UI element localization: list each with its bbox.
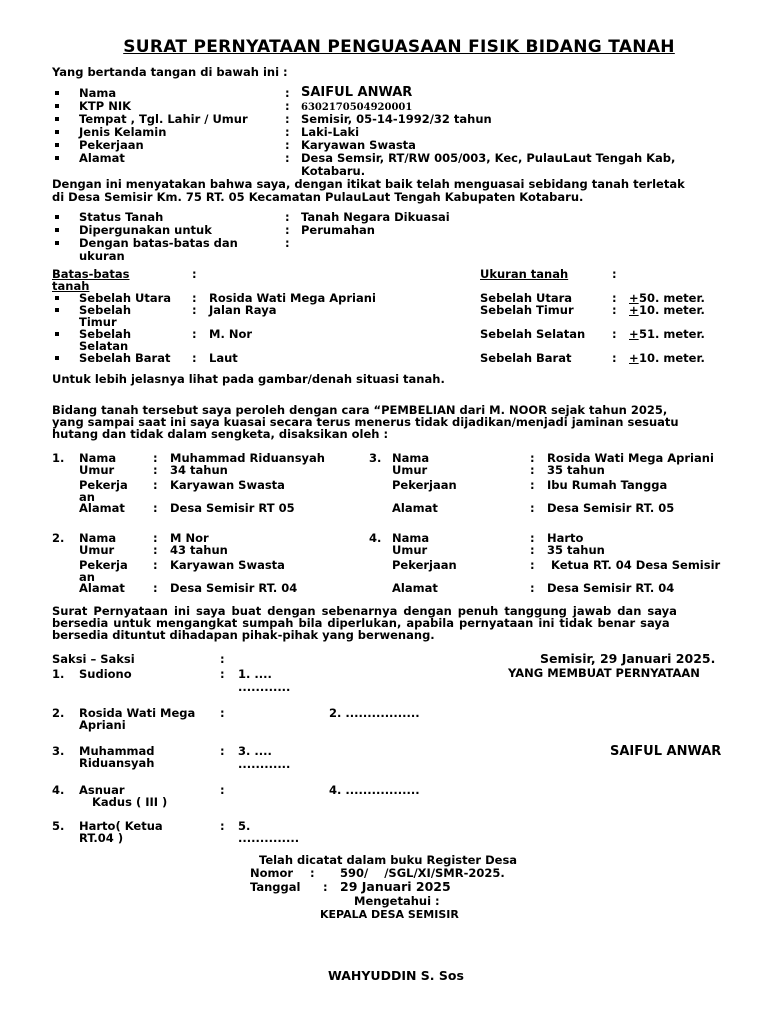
witness-label-umur: Umur bbox=[392, 543, 428, 557]
colon: : bbox=[285, 210, 290, 224]
colon: : bbox=[153, 478, 158, 492]
bullet-icon bbox=[55, 241, 59, 245]
colon: : bbox=[323, 880, 328, 894]
colon: : bbox=[612, 303, 617, 317]
colon: : bbox=[220, 744, 225, 758]
saksi-number: 5. bbox=[52, 819, 65, 833]
saksi-name-2: Kadus ( III ) bbox=[92, 795, 168, 809]
witness-label-pekerjaan: Pekerjaan bbox=[392, 558, 457, 572]
bullet-icon bbox=[55, 91, 59, 95]
saksi-name-2: Apriani bbox=[79, 718, 126, 732]
colon: : bbox=[530, 581, 535, 595]
maker-name: SAIFUL ANWAR bbox=[610, 744, 722, 759]
statement-line-1: Dengan ini menyatakan bahwa saya, dengan itikat baik telah menguasai sebidang tanah terletak bbox=[52, 177, 685, 191]
colon: : bbox=[285, 125, 290, 139]
colon: : bbox=[285, 236, 290, 250]
size-label: Sebelah Selatan bbox=[480, 327, 586, 341]
border-neighbor: Jalan Raya bbox=[209, 303, 277, 317]
colon: : bbox=[612, 327, 617, 341]
saksi-number: 2. bbox=[52, 706, 65, 720]
acquired-line-1: Bidang tanah tersebut saya peroleh dengan cara “PEMBELIAN dari M. NOOR sejak tahun 2025, bbox=[52, 403, 668, 417]
register-nomor-value: 590/ /SGL/XI/SMR-2025. bbox=[340, 866, 505, 880]
identity-label-ktp: KTP NIK bbox=[79, 99, 132, 113]
land-label-usage: Dipergunakan untuk bbox=[79, 223, 212, 237]
closing-line-3: bersedia dituntut dihadapan pihak-pihak yang berwenang. bbox=[52, 628, 435, 642]
size-value: 10. meter. bbox=[639, 351, 705, 365]
witness-label-nama: Nama bbox=[79, 531, 117, 545]
witness-nama: Harto bbox=[547, 531, 584, 545]
witness-number: 1. bbox=[52, 451, 65, 465]
identity-value-address: Desa Semsir, RT/RW 005/003, Kec, PulauLaut Tengah Kab, bbox=[301, 151, 676, 165]
identity-value-job: Karyawan Swasta bbox=[301, 138, 416, 152]
colon: : bbox=[530, 558, 535, 572]
witness-label-alamat: Alamat bbox=[392, 501, 438, 515]
border-direction: Sebelah bbox=[79, 327, 132, 341]
colon: : bbox=[192, 267, 197, 281]
saksi-name: Asnuar bbox=[79, 783, 125, 797]
saksi-sign-line: 3. .... bbox=[238, 744, 272, 758]
border-direction-2: Timur bbox=[79, 315, 117, 329]
colon: : bbox=[153, 463, 158, 477]
colon: : bbox=[612, 291, 617, 305]
saksi-name: Muhammad bbox=[79, 744, 155, 758]
witness-pekerjaan: Karyawan Swasta bbox=[170, 558, 285, 572]
acquired-line-2: yang sampai saat ini saya kuasai secara terus menerus tidak dijadikan/menjadi jaminan sesuatu bbox=[52, 415, 679, 429]
identity-value-address-2: Kotabaru. bbox=[301, 164, 366, 178]
saksi-number: 3. bbox=[52, 744, 65, 758]
size-label: Sebelah Utara bbox=[480, 291, 573, 305]
saksi-sign-line: 4. ................. bbox=[329, 783, 420, 797]
mengetahui-label: Mengetahui : bbox=[354, 894, 440, 908]
colon: : bbox=[220, 667, 225, 681]
border-direction-2: Selatan bbox=[79, 339, 129, 353]
witness-label-nama: Nama bbox=[79, 451, 117, 465]
saksi-sign-line: 1. .... bbox=[238, 667, 272, 681]
land-label-borders: Dengan batas-batas dan bbox=[79, 236, 238, 250]
colon: : bbox=[285, 86, 290, 100]
identity-value-ttl: Semisir, 05-14-1992/32 tahun bbox=[301, 112, 492, 126]
border-direction: Sebelah bbox=[79, 303, 132, 317]
colon: : bbox=[153, 501, 158, 515]
intro-text: Yang bertanda tangan di bawah ini : bbox=[52, 65, 288, 79]
saksi-number: 1. bbox=[52, 667, 65, 681]
land-label-status: Status Tanah bbox=[79, 210, 164, 224]
colon: : bbox=[220, 652, 225, 666]
colon: : bbox=[530, 543, 535, 557]
document-title: SURAT PERNYATAAN PENGUASAAN FISIK BIDANG TANAH bbox=[123, 37, 675, 57]
colon: : bbox=[220, 706, 225, 720]
witness-umur: 34 tahun bbox=[170, 463, 228, 477]
identity-label-ttl: Tempat , Tgl. Lahir / Umur bbox=[79, 112, 248, 126]
bullet-icon bbox=[55, 296, 59, 300]
witness-label-alamat: Alamat bbox=[79, 501, 125, 515]
plusminus-icon: + bbox=[629, 351, 639, 365]
size-label: Sebelah Barat bbox=[480, 351, 572, 365]
witness-alamat: Desa Semisir RT. 04 bbox=[547, 581, 675, 595]
bullet-icon bbox=[55, 228, 59, 232]
colon: : bbox=[285, 99, 290, 113]
saksi-number: 4. bbox=[52, 783, 65, 797]
witness-label-pekerjaan-2: an bbox=[79, 570, 95, 584]
identity-value-gender: Laki-Laki bbox=[301, 125, 360, 139]
witness-label-alamat: Alamat bbox=[79, 581, 125, 595]
colon: : bbox=[530, 478, 535, 492]
witness-number: 4. bbox=[369, 531, 382, 545]
see-map-text: Untuk lebih jelasnya lihat pada gambar/denah situasi tanah. bbox=[52, 372, 445, 386]
identity-label-job: Pekerjaan bbox=[79, 138, 144, 152]
acquired-line-3: hutang dan tidak dalam sengketa, disaksikan oleh : bbox=[52, 427, 389, 441]
saksi-sign-line: 5. bbox=[238, 819, 251, 833]
witness-number: 3. bbox=[369, 451, 382, 465]
witness-label-nama: Nama bbox=[392, 531, 430, 545]
colon: : bbox=[220, 819, 225, 833]
witness-nama: Rosida Wati Mega Apriani bbox=[547, 451, 714, 465]
colon: : bbox=[285, 112, 290, 126]
identity-value-nama: SAIFUL ANWAR bbox=[301, 85, 413, 100]
colon: : bbox=[153, 531, 158, 545]
bullet-icon bbox=[55, 332, 59, 336]
bullet-icon bbox=[55, 215, 59, 219]
border-direction: Sebelah Utara bbox=[79, 291, 172, 305]
colon: : bbox=[612, 267, 617, 281]
bullet-icon bbox=[55, 156, 59, 160]
saksi-sign-line-2: ............ bbox=[238, 680, 291, 694]
identity-label-address: Alamat bbox=[79, 151, 125, 165]
colon: : bbox=[153, 451, 158, 465]
colon: : bbox=[153, 581, 158, 595]
colon: : bbox=[530, 501, 535, 515]
plusminus-icon: + bbox=[629, 291, 639, 305]
colon: : bbox=[310, 866, 315, 880]
saksi-sign-line-2: .............. bbox=[238, 831, 300, 845]
saksi-sign-line: 2. ................. bbox=[329, 706, 420, 720]
witness-nama: M Nor bbox=[170, 531, 209, 545]
witness-umur: 35 tahun bbox=[547, 543, 605, 557]
colon: : bbox=[153, 543, 158, 557]
register-tanggal-value: 29 Januari 2025 bbox=[340, 879, 451, 894]
witness-label-nama: Nama bbox=[392, 451, 430, 465]
bullet-icon bbox=[55, 130, 59, 134]
colon: : bbox=[220, 783, 225, 797]
border-direction: Sebelah Barat bbox=[79, 351, 171, 365]
colon: : bbox=[153, 558, 158, 572]
witness-pekerjaan: Karyawan Swasta bbox=[170, 478, 285, 492]
identity-label-gender: Jenis Kelamin bbox=[79, 125, 167, 139]
land-value-status: Tanah Negara Dikuasai bbox=[301, 210, 450, 224]
closing-line-2: bersedia untuk mengangkat sumpah bila diperlukan, apabila pernyataan ini tidak benar saya bbox=[52, 616, 670, 630]
register-line: Telah dicatat dalam buku Register Desa bbox=[259, 853, 518, 867]
maker-label: YANG MEMBUAT PERNYATAAN bbox=[508, 666, 700, 680]
witness-label-pekerjaan: Pekerja bbox=[79, 558, 128, 572]
bullet-icon bbox=[55, 104, 59, 108]
colon: : bbox=[530, 531, 535, 545]
bullet-icon bbox=[55, 143, 59, 147]
colon: : bbox=[192, 303, 197, 317]
saksi-name: Rosida Wati Mega bbox=[79, 706, 196, 720]
witness-alamat: Desa Semisir RT. 04 bbox=[170, 581, 298, 595]
borders-header-left: Batas-batas bbox=[52, 267, 130, 281]
borders-header-right: Ukuran tanah bbox=[480, 267, 569, 281]
bullet-icon bbox=[55, 117, 59, 121]
kepala-desa-label: KEPALA DESA SEMISIR bbox=[320, 908, 459, 921]
colon: : bbox=[192, 291, 197, 305]
witness-pekerjaan: Ibu Rumah Tangga bbox=[547, 478, 668, 492]
register-tanggal-label: Tanggal bbox=[250, 880, 301, 894]
witness-number: 2. bbox=[52, 531, 65, 545]
colon: : bbox=[612, 351, 617, 365]
land-label-borders-2: ukuran bbox=[79, 249, 125, 263]
witness-label-umur: Umur bbox=[79, 463, 115, 477]
saksi-name: Harto( Ketua bbox=[79, 819, 163, 833]
witness-nama: Muhammad Riduansyah bbox=[170, 451, 325, 465]
witness-label-pekerjaan: Pekerja bbox=[79, 478, 128, 492]
witness-alamat: Desa Semisir RT 05 bbox=[170, 501, 295, 515]
statement-line-2: di Desa Semisir Km. 75 RT. 05 Kecamatan PulauLaut Tengah Kabupaten Kotabaru. bbox=[52, 190, 584, 204]
colon: : bbox=[530, 451, 535, 465]
plusminus-icon: + bbox=[629, 327, 639, 341]
colon: : bbox=[285, 138, 290, 152]
border-neighbor: Rosida Wati Mega Apriani bbox=[209, 291, 376, 305]
size-value: 10. meter. bbox=[639, 303, 705, 317]
kepala-desa-name: WAHYUDDIN S. Sos bbox=[328, 968, 464, 983]
saksi-header: Saksi – Saksi bbox=[52, 652, 135, 666]
witness-label-alamat: Alamat bbox=[392, 581, 438, 595]
size-label: Sebelah Timur bbox=[480, 303, 574, 317]
saksi-sign-line-2: ............ bbox=[238, 757, 291, 771]
colon: : bbox=[285, 151, 290, 165]
closing-line-1: Surat Pernyataan ini saya buat dengan sebenarnya dengan penuh tanggung jawab dan saya bbox=[52, 604, 677, 618]
witness-label-pekerjaan: Pekerjaan bbox=[392, 478, 457, 492]
size-value: 50. meter. bbox=[639, 291, 705, 305]
colon: : bbox=[530, 463, 535, 477]
saksi-name-2: Riduansyah bbox=[79, 756, 155, 770]
witness-label-umur: Umur bbox=[392, 463, 428, 477]
identity-label-nama: Nama bbox=[79, 86, 117, 100]
colon: : bbox=[192, 327, 197, 341]
witness-label-umur: Umur bbox=[79, 543, 115, 557]
witness-alamat: Desa Semisir RT. 05 bbox=[547, 501, 675, 515]
witness-umur: 43 tahun bbox=[170, 543, 228, 557]
identity-value-ktp: 6302170504920001 bbox=[301, 102, 413, 113]
witness-umur: 35 tahun bbox=[547, 463, 605, 477]
plusminus-icon: + bbox=[629, 303, 639, 317]
border-neighbor: M. Nor bbox=[209, 327, 253, 341]
saksi-name: Sudiono bbox=[79, 667, 132, 681]
bullet-icon bbox=[55, 308, 59, 312]
borders-header-left-2: tanah bbox=[52, 279, 90, 293]
witness-pekerjaan: Ketua RT. 04 Desa Semisir bbox=[547, 558, 721, 572]
border-neighbor: Laut bbox=[209, 351, 238, 365]
colon: : bbox=[192, 351, 197, 365]
place-date: Semisir, 29 Januari 2025. bbox=[540, 651, 716, 666]
bullet-icon bbox=[55, 356, 59, 360]
register-nomor-label: Nomor bbox=[250, 866, 294, 880]
land-value-usage: Perumahan bbox=[301, 223, 375, 237]
witness-label-pekerjaan-2: an bbox=[79, 490, 95, 504]
size-value: 51. meter. bbox=[639, 327, 705, 341]
colon: : bbox=[285, 223, 290, 237]
saksi-name-2: RT.04 ) bbox=[79, 831, 124, 845]
